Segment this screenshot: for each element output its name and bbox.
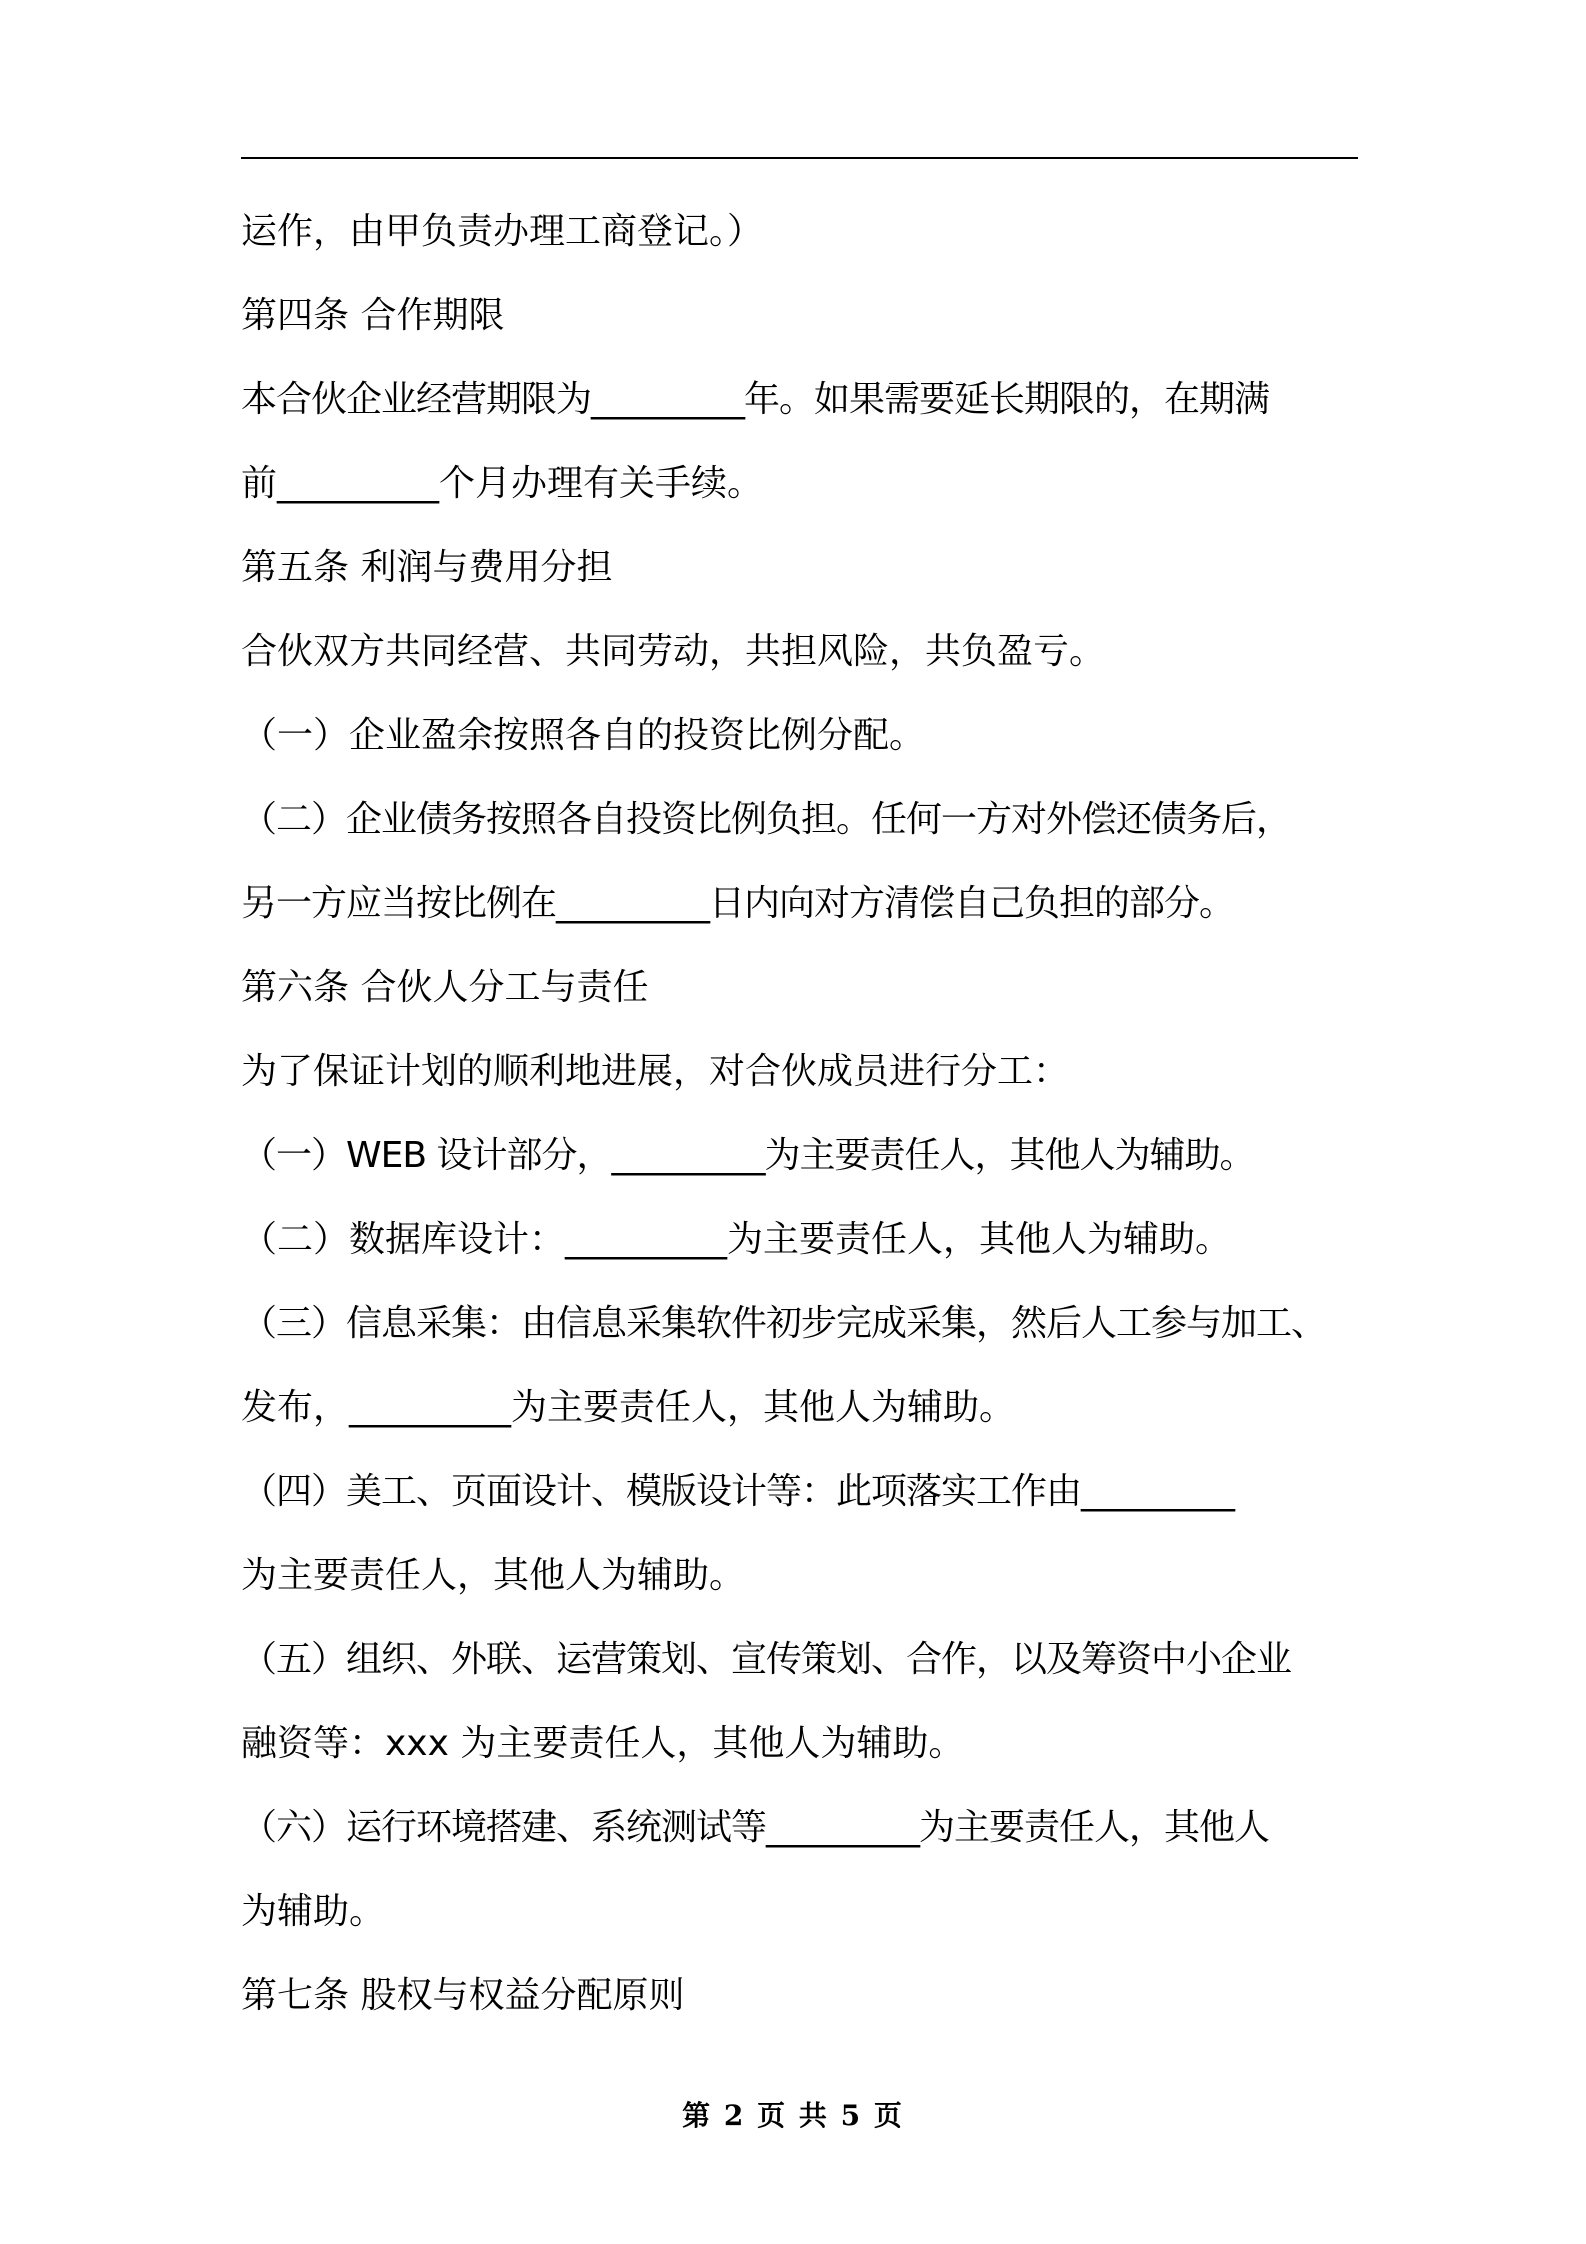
text-line-18: （五）组织、外联、运营策划、宣传策划、合作，以及筹资中小企业	[241, 1639, 1292, 1680]
text-line-14: （三）信息采集：由信息采集软件初步完成采集，然后人工参与加工、	[241, 1303, 1327, 1344]
text-line-8: （二）企业债务按照各自投资比例负担。任何一方对外偿还债务后，	[241, 799, 1292, 840]
text-line-13: （二）数据库设计：_________为主要责任人，其他人为辅助。	[241, 1219, 1232, 1260]
text-line-17: 为主要责任人，其他人为辅助。	[241, 1555, 746, 1596]
text-line-21: 为辅助。	[241, 1891, 386, 1932]
page-number-footer: 第 2 页 共 5 页	[682, 2099, 904, 2132]
document-body	[241, 190, 1361, 2038]
text-line-1: 运作，由甲负责办理工商登记。）	[241, 211, 764, 252]
text-line-4: 前_________个月办理有关手续。	[241, 463, 764, 504]
text-line-6: 合伙双方共同经营、共同劳动，共担风险，共负盈亏。	[241, 631, 1106, 672]
article-5-heading: 第五条 利润与费用分担	[241, 547, 613, 588]
article-6-heading: 第六条 合伙人分工与责任	[241, 967, 649, 1008]
text-line-12: （一）WEB 设计部分，_________为主要责任人，其他人为辅助。	[241, 1135, 1255, 1176]
text-line-3: 本合伙企业经营期限为_________年。如果需要延长期限的，在期满	[241, 379, 1270, 420]
text-line-19: 融资等：xxx 为主要责任人，其他人为辅助。	[241, 1723, 965, 1764]
text-line-15: 发布，_________为主要责任人，其他人为辅助。	[241, 1387, 1016, 1428]
article-4-heading: 第四条 合作期限	[241, 295, 505, 336]
text-line-9: 另一方应当按比例在_________日内向对方清偿自己负担的部分。	[241, 883, 1235, 924]
text-line-11: 为了保证计划的顺利地进展，对合伙成员进行分工：	[241, 1051, 1070, 1092]
header-rule	[241, 157, 1358, 159]
text-line-16: （四）美工、页面设计、模版设计等：此项落实工作由_________	[241, 1471, 1235, 1512]
article-7-heading: 第七条 股权与权益分配原则	[241, 1975, 685, 2016]
text-line-7: （一）企业盈余按照各自的投资比例分配。	[241, 715, 926, 756]
text-line-20: （六）运行环境搭建、系统测试等_________为主要责任人，其他人	[241, 1807, 1270, 1848]
